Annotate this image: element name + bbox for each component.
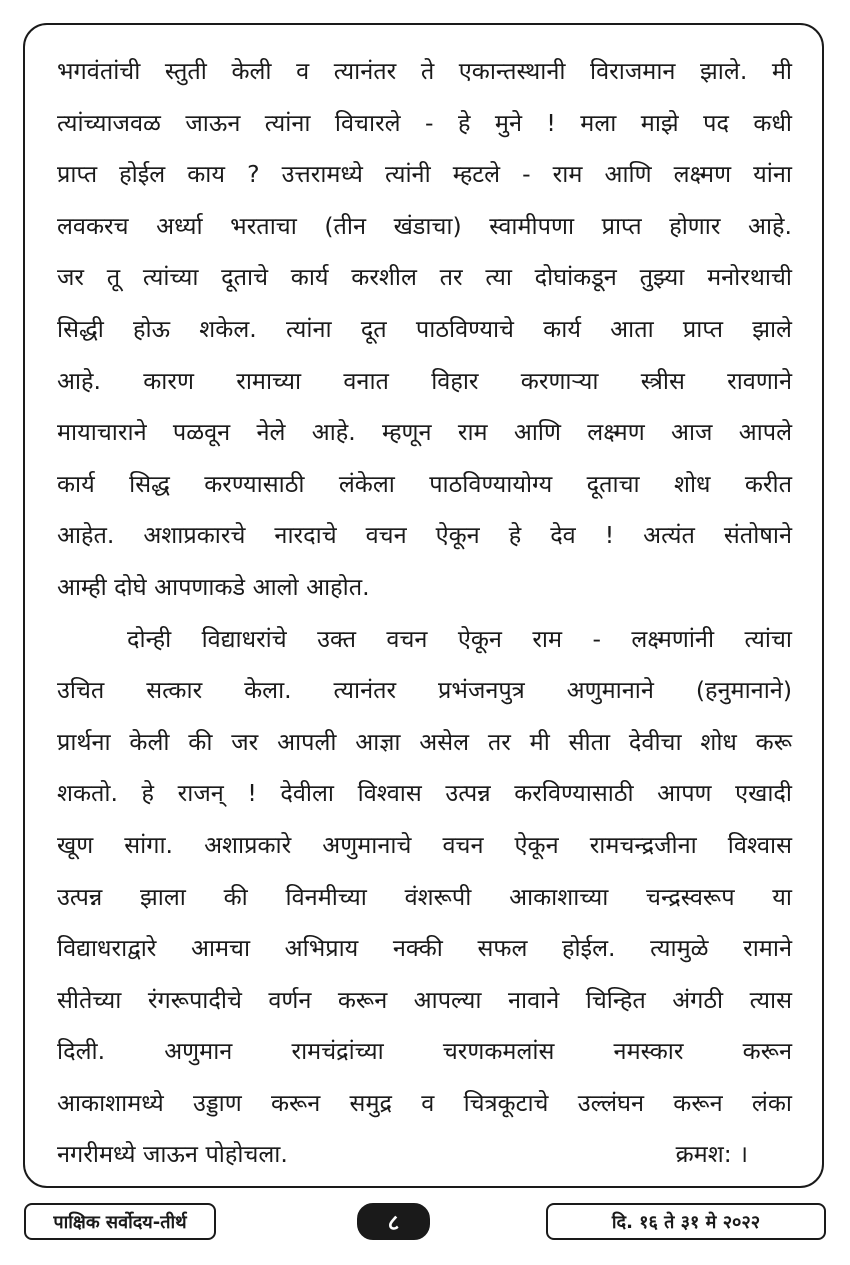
text-line: शकतो. हे राजन् ! देवीला विश्वास उत्पन्न करविण्यासाठी आपण एखादी <box>57 779 792 808</box>
text-line: कार्य सिद्ध करण्यासाठी लंकेला पाठविण्यायोग्य दूताचा शोध करीत <box>57 469 792 498</box>
text-line: लवकरच अर्ध्या भरताचा (तीन खंडाचा) स्वामीपणा प्राप्त होणार आहे. <box>57 211 792 240</box>
text-line: आकाशामध्ये उड्डाण करून समुद्र व चित्रकूटाचे उल्लंघन करून लंका <box>57 1088 792 1117</box>
publication-name: पाक्षिक सर्वोदय-तीर्थ <box>53 1211 187 1233</box>
text-line: मायाचाराने पळवून नेले आहे. म्हणून राम आणि लक्ष्मण आज आपले <box>57 418 792 447</box>
text-line: त्यांच्याजवळ जाऊन त्यांना विचारले - हे मुने ! मला माझे पद कधी <box>57 108 792 137</box>
page-number: ८ <box>387 1210 400 1236</box>
article-body <box>57 46 792 1181</box>
text-line: सीतेच्या रंगरूपादीचे वर्णन करून आपल्या नावाने चिन्हित अंगठी त्यास <box>57 985 792 1014</box>
text-line: उत्पन्न झाला की विनमीच्या वंशरूपी आकाशाच्या चन्द्रस्वरूप या <box>57 882 792 911</box>
text-line: प्रार्थना केली की जर आपली आज्ञा असेल तर मी सीता देवीचा शोध करू <box>57 727 792 756</box>
text-line: आहे. कारण रामाच्या वनात विहार करणाऱ्या स्त्रीस रावणाने <box>57 366 792 395</box>
text-line: जर तू त्यांच्या दूताचे कार्य करशील तर त्या दोघांकडून तुझ्या मनोरथाची <box>57 263 792 292</box>
text-line: उचित सत्कार केला. त्यानंतर प्रभंजनपुत्र अणुमानाने (हनुमानाने) <box>57 676 792 705</box>
text-line: दोन्ही विद्याधरांचे उक्त वचन ऐकून राम - लक्ष्मणांनी त्यांचा <box>127 624 792 653</box>
continued-marker: क्रमश: । <box>675 1140 748 1169</box>
text-line: आहेत. अशाप्रकारचे नारदाचे वचन ऐकून हे देव ! अत्यंत संतोषाने <box>57 521 792 550</box>
text-line: खूण सांगा. अशाप्रकारे अणुमानाचे वचन ऐकून रामचन्द्रजीना विश्वास <box>57 830 792 859</box>
text-line-end: नगरीमध्ये जाऊन पोहोचला. <box>57 1140 288 1169</box>
text-line: भगवंतांची स्तुती केली व त्यानंतर ते एकान्तस्थानी विराजमान झाले. मी <box>57 57 792 85</box>
page-number-badge <box>357 1203 430 1240</box>
text-line-final <box>57 1129 792 1181</box>
issue-date: दि. १६ ते ३१ मे २०२२ <box>611 1211 761 1233</box>
text-line: दिली. अणुमान रामचंद्रांच्या चरणकमलांस नमस्कार करून <box>57 1037 792 1066</box>
text-line: आम्ही दोघे आपणाकडे आलो आहोत. <box>57 572 370 601</box>
text-line: प्राप्त होईल काय ? उत्तरामध्ये त्यांनी म्हटले - राम आणि लक्ष्मण यांना <box>57 160 792 189</box>
publication-name-box <box>24 1203 216 1240</box>
text-line: सिद्धी होऊ शकेल. त्यांना दूत पाठविण्याचे कार्य आता प्राप्त झाले <box>57 314 792 343</box>
issue-date-box <box>546 1203 826 1240</box>
text-line: विद्याधराद्वारे आमचा अभिप्राय नक्की सफल होईल. त्यामुळे रामाने <box>57 934 792 963</box>
